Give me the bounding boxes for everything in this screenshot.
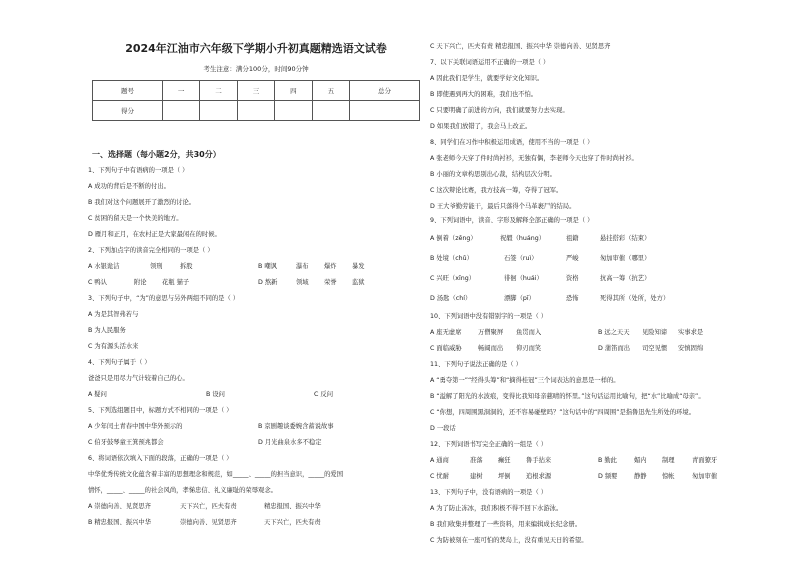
score-header-cell: 五 [312,81,349,101]
option-text: D 频婴 [598,473,618,480]
score-header-cell: 三 [237,81,274,101]
option-text: 恐怖 [566,295,579,302]
option-text: C 面临威胁 [430,345,462,352]
question-line: 情怀，_____、_____的社会风尚，孝悌忠信、礼义廉耻的荣辱观念。 [88,487,277,494]
option-text: 惊帐 [662,473,675,480]
option-text: A 座无虚席 [430,329,462,336]
option-text: 建树 [470,473,483,480]
option-text: 制理 [662,457,675,464]
option-text: B 远之天天 [598,329,630,336]
score-header-cell: 一 [162,81,199,101]
option-text: 实事求是 [678,329,704,336]
question-line: C 贫困的留天是一个快美的地方。 [88,215,183,222]
option-text: 鱼贯而入 [516,329,542,336]
option-text: C 鸭认 [88,279,107,286]
option-text: 抗高一筹（抗艺） [600,275,651,282]
exam-title: 2024年江油市六年级下学期小升初真题精选语文试卷 [125,42,387,55]
question-line: 6、将词语依次填入下面的段落，正确的一项是（ ） [88,455,233,462]
question-line: A 因此我们是学生，就要学好文化知识。 [430,75,544,82]
question-line: 1、下列句子中有语病的一项是（ ） [88,167,189,174]
question-line: D 如果我们放错了，我会马上改正。 [430,123,532,130]
option-text: C 兴旺（xīng） [430,275,476,282]
question-line: B 我们收集并整理了一些资料，用来编辑成长纪念册。 [430,521,582,528]
option-text: 天下兴亡，匹夫有责 [180,503,237,510]
option-text: 爆炸 [324,263,337,270]
option-text: B 精忠报国、振兴中华 [88,519,151,526]
question-line: B “溢解了阳光的水波痕，变得比我知母亲慈晴的怀里。”这句话运用比喻句，把“水”比喻成“母亲”。 [430,393,705,400]
option-text: A 崇德向善、见贤思齐 [88,503,151,510]
score-cell[interactable] [237,101,274,121]
score-table [92,80,420,121]
option-text: D 熬新 [258,279,278,286]
option-text: 精忠报国、振兴中华 [264,503,321,510]
question-line: B 为人民服务 [88,327,126,334]
question-line: 13、下列句子中，没有语病的一项是（ ） [430,489,548,496]
question-line: 爸爸只是用尽力气计较着自己的心。 [88,375,189,382]
option-text: 癫狂 [498,457,511,464]
question-line: B 即使遇到再大的困难，我们也不怕。 [430,91,538,98]
option-text: C 反问 [314,391,333,398]
option-text: 徘徊（huái） [504,275,543,282]
question-line: A “勇夺第一”“经得头筹”和“摘得桂冠”三个词表达的意思是一样的。 [430,377,620,384]
option-text: A 水银诡洁 [88,263,120,270]
option-text: 畅阔而出 [478,345,504,352]
question-line: 5、下列选组题目中，标题方式不相同的一项是（ ） [88,407,233,414]
option-text: 安慎固绵 [678,345,704,352]
option-text: B 京剧趣谈委婉含蓄说故事 [258,423,334,430]
question-line: D 王大爷勤劳能干，最后只落得个马革裹尸的结局。 [430,203,576,210]
option-text: 祖籍 [566,235,579,242]
question-line: 4、下列句子属于（ ） [88,359,151,366]
option-text: B 处境（chǔ） [430,255,473,262]
option-text: A 倒着（zēng） [430,235,477,242]
option-text: A 疑问 [88,391,107,398]
option-text: B 勤此 [598,457,617,464]
question-line: B 小丽的文章构思别出心裁，结构层次分明。 [430,171,556,178]
option-text: 严峻 [566,255,579,262]
option-text: 天下兴亡，匹夫有责 [264,519,321,526]
option-text: 仰刃而笑 [516,345,542,352]
score-cell[interactable] [275,101,312,121]
option-text: 附论 [134,279,147,286]
question-line: D 一段话 [430,425,456,432]
option-text: A 少年闰土青春中国中华外预示的 [88,423,183,430]
option-text: 见险知谛 [642,329,668,336]
question-line: C 为有源头活水来 [88,343,139,350]
option-text: 暴发 [352,263,365,270]
question-line: A 为了防止冻冰，我们积极不得不回下水游泳。 [430,505,563,512]
score-row-label: 得分 [93,101,163,121]
option-text: 悬挂搭彩（结束） [600,235,651,242]
option-text: C 伯牙鼓琴童王箕预兆都会 [88,439,164,446]
option-text: 领域 [296,279,309,286]
option-text: 崇德向善、见贤思齐 [180,519,237,526]
score-header-cell: 总分 [350,81,420,101]
question-line: C 天下兴亡，匹夫有责 精忠报国、振兴中华 崇德向善、见贤思齐 [430,43,611,50]
question-line: A 为是其智弗若与 [88,311,139,318]
option-text: 万僧聚屏 [478,329,504,336]
score-table-header-row [93,81,420,101]
score-cell[interactable] [350,101,420,121]
score-cell[interactable] [312,101,349,121]
option-text: 荣誉 [324,279,337,286]
question-line: 11、下列句子说法正确的是（ ） [430,361,522,368]
option-text: 坪倒 [498,473,511,480]
option-text: 石签（ruì） [504,255,538,262]
option-text: 青面獠牙 [692,457,718,464]
question-line: C “你想，四周围黑洞洞的，还不容易碰壁吗？”这句话中的“四周围”是指鲁迅先生所处的环境。 [430,409,696,416]
question-line: 9、下列词语中，读音、字形及解释全部正确的一项是（ ） [430,217,594,224]
option-text: 资格 [566,275,579,282]
option-text: D 月光曲泉水多不稳定 [258,439,322,446]
option-text: 匆加审催 [692,473,718,480]
option-text: 司空见惯 [642,345,668,352]
score-cell[interactable] [162,101,199,121]
left-column [88,0,424,562]
option-text: D 蒲笛而出 [598,345,631,352]
option-text: B 设问 [206,391,225,398]
question-line: 8、同学们在习作中积极运用成语，使用不当的一项是（ ） [430,139,594,146]
question-line: C 这次辩论比赛，我方技高一筹，夺得了冠军。 [430,187,563,194]
question-line: 2、下列加点字的读音完全相同的一项是（ ） [88,247,214,254]
option-text: 花瓶 猫子 [162,279,190,286]
option-text: C 忧耐 [430,473,449,480]
right-column [430,0,760,562]
option-text: 静静 [634,473,647,480]
question-line: 10、下列词语中没有错别字的一项是（ ） [430,313,548,320]
option-text: 准落 [470,457,483,464]
option-text: 鲁手拈来 [526,457,552,464]
exam-notice: 考生注意：满分100分，时间90分钟 [203,65,309,73]
option-text: 匆加审催（哪里） [600,255,651,262]
option-text: D 汤匙（chí） [430,295,472,302]
option-text: 监狱 [352,279,365,286]
question-line: C 为防被刻在一座可怕的焚岛上，没有重见天日的希望。 [430,537,588,544]
score-header-cell: 题号 [93,81,163,101]
option-text: 拆股 [180,263,193,270]
score-header-cell: 四 [275,81,312,101]
option-text: B 嘲讽 [258,263,277,270]
score-cell[interactable] [200,101,237,121]
score-table-score-row [93,101,420,121]
section-heading: 一、选择题（每小题2分，共30分） [92,150,221,159]
question-line: 3、下列句子中，“为”的意思与另外两组不同的是（ ） [88,295,240,302]
question-line: D 雁月和正月，在农村正是大家最闲在的时候。 [88,231,221,238]
score-header-cell: 二 [200,81,237,101]
option-text: 媚内 [634,457,647,464]
question-line: A 张老师今天穿了件时尚衬衫，无独有偶，李老师今天也穿了件时尚衬衫。 [430,155,638,162]
question-line: 12、下列词语书写完全正确的一组是（ ） [430,441,548,448]
question-line: B 我们对这个问题展开了激烈的讨论。 [88,199,196,206]
option-text: 死得其所（处所，处方） [600,295,670,302]
option-text: 领刑 [150,263,163,270]
question-line: 中华优秀传统文化蕴含着丰富的思想理念和规范，如_____、_____的担当意识，_____的爱国 [88,471,344,478]
option-text: 瀑布 [296,263,309,270]
option-text: A 通商 [430,457,449,464]
question-line: 7、以下关联词语运用不正确的一项是（ ） [430,59,550,66]
option-text: 祝嘏（huáng） [500,235,546,242]
question-line: C 只要明确了前进的方向，我们就要努力去实现。 [430,107,569,114]
question-line: A 成功的背后是不断的付出。 [88,183,170,190]
option-text: 漂脚（pī） [504,295,535,302]
option-text: 追根求源 [526,473,552,480]
